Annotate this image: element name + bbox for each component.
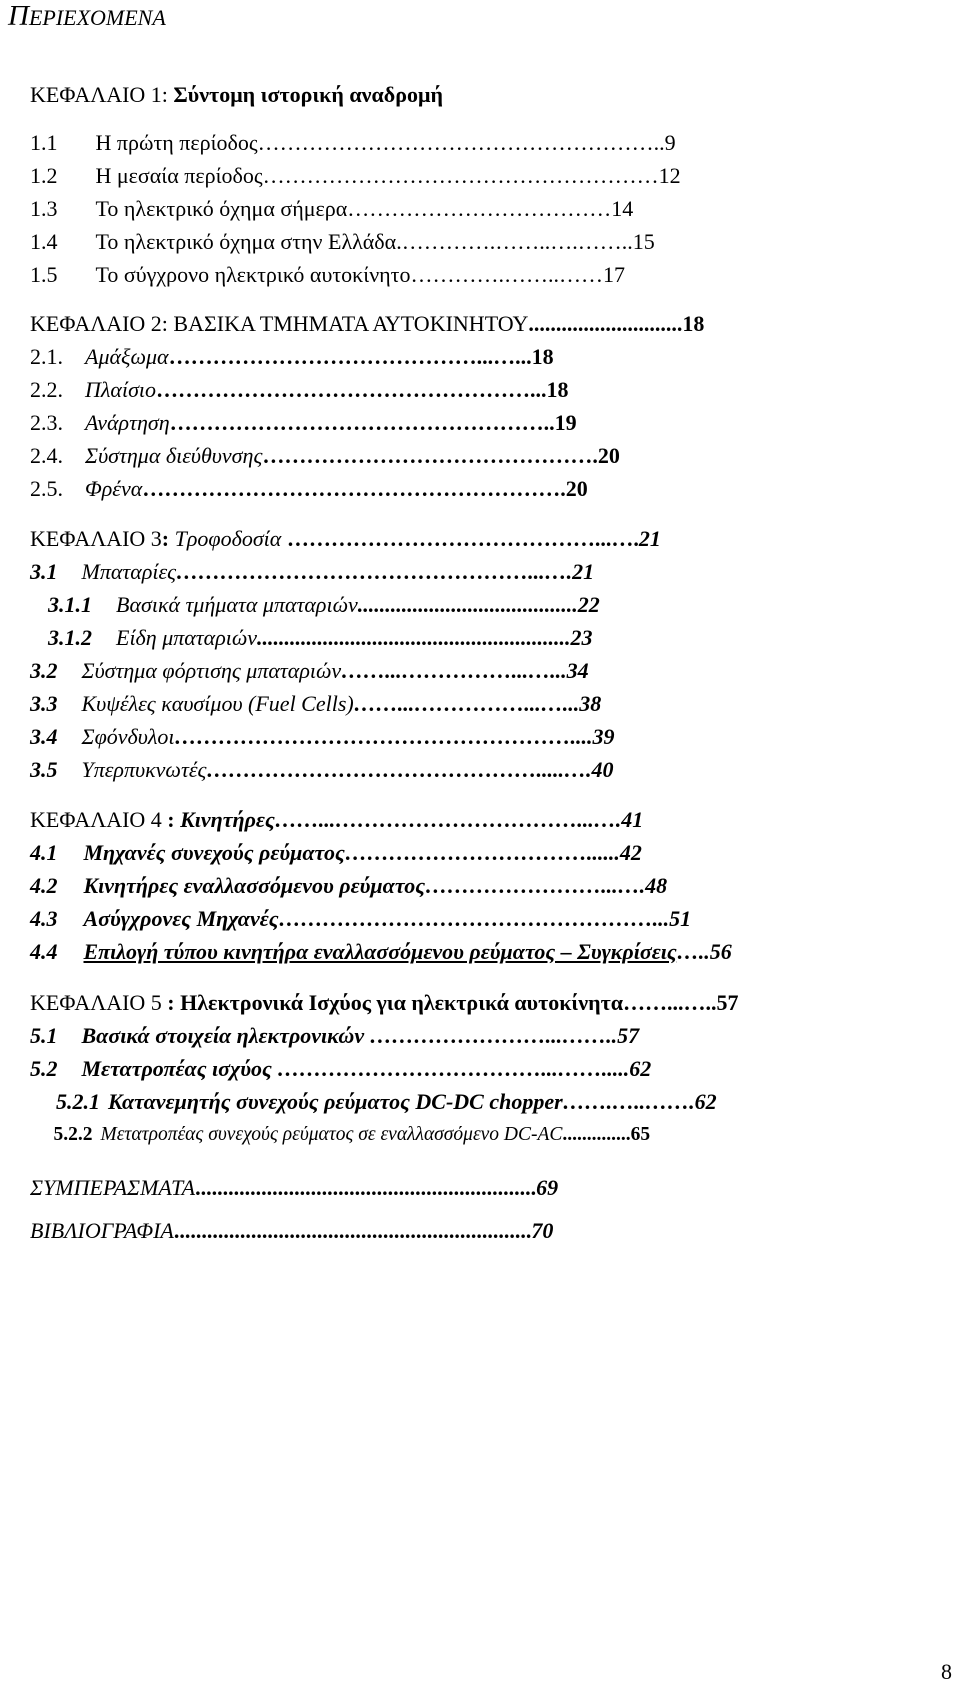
toc-entry-3-1-1: 3.1.1 Βασικά τμήματα μπαταριών........................................22: [48, 592, 600, 617]
toc-entry-5-2-1: 5.2.1 Κατανεμητής συνεχούς ρεύματος DC-DC chopper…….…..…….62: [56, 1089, 717, 1114]
chapter-5-heading: ΚΕΦΑΛΑΙΟ 5 : Ηλεκτρονικά Ισχύος για ηλεκτρικά αυτοκίνητα……...…..57: [30, 990, 739, 1015]
toc-entry-4-3: 4.3 Ασύγχρονες Μηχανές……………………………………………...51: [30, 906, 692, 931]
chapter-3-heading: ΚΕΦΑΛΑΙΟ 3: Τροφοδοσία ……………………………………...….21: [30, 526, 661, 551]
title-rest: ΕΡΙΕΧΟΜΕΝΑ: [28, 5, 166, 30]
toc-entry-1-3: 1.3 Το ηλεκτρικό όχημα σήμερα………………………………14: [30, 196, 634, 221]
toc-entry-4-4: 4.4 Επιλογή τύπου κινητήρα εναλλασσόμενου ρεύματος – Συγκρίσεις…..56: [30, 939, 732, 964]
chapter-1-heading: ΚΕΦΑΛΑΙΟ 1: Σύντομη ιστορική αναδρομή: [30, 82, 443, 107]
chapter-3-title: Τροφοδοσία: [174, 526, 282, 551]
toc-entry-2-5: 2.5. Φρένα………………………………………………….20: [30, 476, 588, 501]
toc-entry-3-2: 3.2 Σύστημα φόρτισης μπαταριών……...……………...…...34: [30, 658, 589, 683]
chapter-5-title: Ηλεκτρονικά Ισχύος για ηλεκτρικά αυτοκίνητα: [180, 990, 623, 1015]
toc-entry-3-3: 3.3 Κυψέλες καυσίμου (Fuel Cells)……...……………...…...38: [30, 691, 602, 716]
toc-entry-1-4: 1.4 Το ηλεκτρικό όχημα στην Ελλάδα.………….……..….……..15: [30, 229, 655, 254]
toc-entry-1-2: 1.2 Η μεσαία περίοδος………………………………………………12: [30, 163, 681, 188]
toc-entry-3-1-2: 3.1.2 Είδη μπαταριών.........................................................23: [48, 625, 593, 650]
toc-entry-4-2: 4.2 Κινητήρες εναλλασσόμενου ρεύματος……………………...….48: [30, 873, 668, 898]
chapter-2-heading: ΚΕΦΑΛΑΙΟ 2: ΒΑΣΙΚΑ ΤΜΗΜΑΤΑ ΑΥΤΟΚΙΝΗΤΟΥ............................18: [30, 311, 705, 336]
toc-entry-2-2: 2.2. Πλαίσιο……………………………………………...18: [30, 377, 569, 402]
toc-entry-5-2: 5.2 Μετατροπέας ισχύος ………………………………...…….....62: [30, 1056, 652, 1081]
toc-entry-3-5: 3.5 Υπερπυκνωτές……………………………………….....….40: [30, 757, 614, 782]
toc-entry-5-2-2: 5.2.2 Μετατροπέας συνεχούς ρεύματος σε εναλλασσόμενο DC-AC..............65: [53, 1124, 651, 1145]
page-title: [8, 0, 166, 33]
page-number: 8: [941, 1659, 952, 1684]
toc-entry-2-1: 2.1. Αμάξωμα……………………………………...…...18: [30, 344, 554, 369]
chapter-4-title: Κινητήρες: [180, 807, 275, 832]
chapter-2-title: ΒΑΣΙΚΑ ΤΜΗΜΑΤΑ ΑΥΤΟΚΙΝΗΤΟΥ: [173, 311, 529, 336]
toc-entry-1-1: 1.1 Η πρώτη περίοδος………………………………………………..9: [30, 130, 676, 155]
toc-entry-4-1: 4.1 Μηχανές συνεχούς ρεύματος……………………………......42: [30, 840, 642, 865]
toc-entry-2-3: 2.3. Ανάρτηση……………………………………………..19: [30, 410, 577, 435]
toc-entry-3-4: 3.4 Σφόνδυλοι………………………………………………....39: [30, 724, 615, 749]
toc-entry-conclusions: ΣΥΜΠΕΡΑΣΜΑΤΑ..............................................................69: [30, 1175, 559, 1200]
toc-entry-bibliography: ΒΙΒΛΙΟΓΡΑΦΙΑ.................................................................70: [30, 1218, 554, 1243]
title-first-letter: Π: [8, 0, 29, 32]
chapter-1-title: Σύντομη ιστορική αναδρομή: [173, 82, 443, 107]
toc-entry-2-4: 2.4. Σύστημα διεύθυνσης……………………………………….20: [30, 443, 620, 468]
toc-entry-3-1: 3.1 Μπαταρίες…………………………………………...….21: [30, 559, 595, 584]
chapter-4-heading: ΚΕΦΑΛΑΙΟ 4 : Κινητήρες……...……………………………...….41: [30, 807, 644, 832]
toc-entry-1-5: 1.5 Το σύγχρονο ηλεκτρικό αυτοκίνητο………….……..……17: [30, 262, 625, 287]
toc-entry-5-1: 5.1 Βασικά στοιχεία ηλεκτρονικών ……………………...……..57: [30, 1023, 640, 1048]
